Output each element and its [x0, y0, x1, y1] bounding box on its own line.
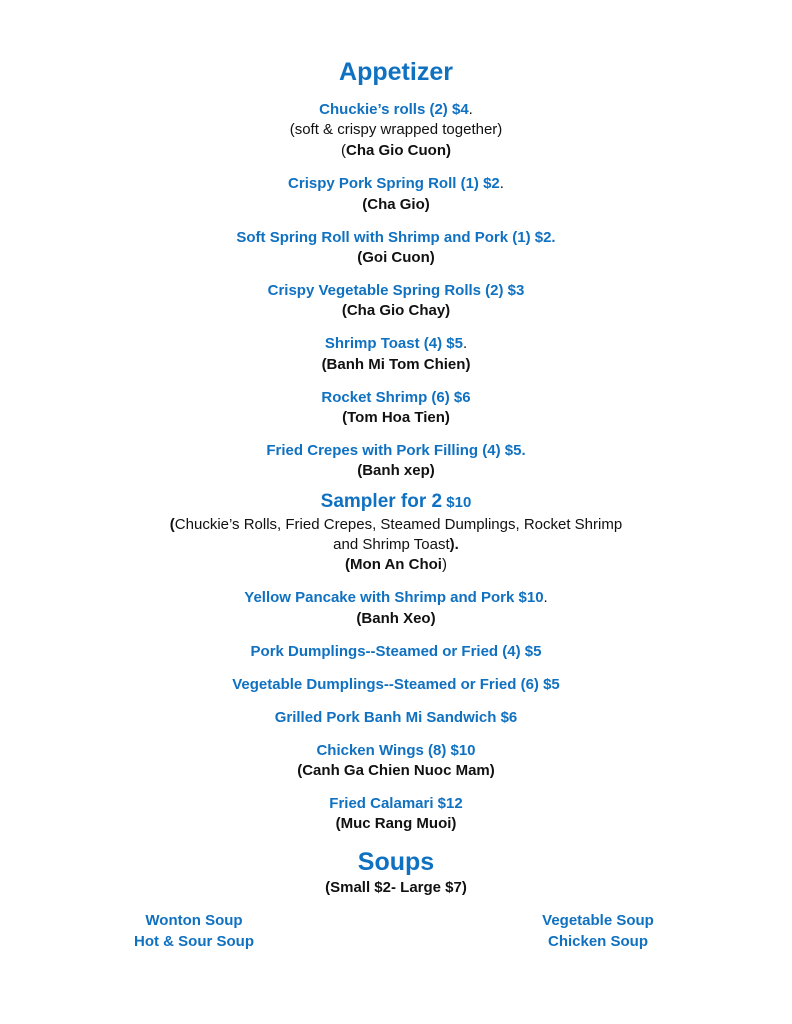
soup-item: Chicken Soup [547, 933, 648, 950]
soups-heading: Soups [357, 848, 435, 876]
appetizer-heading: Appetizer [339, 58, 453, 86]
soup-item: Hot & Sour Soup [134, 933, 254, 950]
menu-item-vietnamese: (Cha Gio) [362, 196, 430, 213]
soup-item: Wonton Soup [145, 912, 243, 929]
sampler-description: (Chuckie’s Rolls, Fried Crepes, Steamed Dumplings, Rocket Shrimp [169, 516, 623, 533]
soup-item: Vegetable Soup [542, 912, 654, 929]
menu-item-title: Grilled Pork Banh Mi Sandwich $6 [274, 709, 518, 726]
soups-right-column [468, 910, 728, 952]
menu-item-description: (soft & crispy wrapped together) [289, 121, 503, 138]
menu-item-title: Yellow Pancake with Shrimp and Pork $10. [244, 589, 548, 606]
sampler-title: Sampler for 2 $10 [320, 491, 472, 512]
menu-item-title: Fried Crepes with Pork Filling (4) $5. [266, 442, 526, 459]
menu-item-title: Vegetable Dumplings--Steamed or Fried (6) $5 [232, 676, 560, 693]
menu-item-title: Fried Calamari $12 [329, 795, 463, 812]
soups-left-column [64, 910, 324, 952]
menu-item-vietnamese: (Banh Mi Tom Chien) [321, 356, 471, 373]
menu-item-vietnamese: (Muc Rang Muoi) [335, 815, 457, 832]
menu-item-vietnamese: (Tom Hoa Tien) [342, 409, 450, 426]
menu-item-title: Soft Spring Roll with Shrimp and Pork (1) $2. [236, 229, 556, 246]
soups-sizes: (Small $2- Large $7) [325, 879, 467, 896]
menu-item-title: Chuckie’s rolls (2) $4. [319, 101, 473, 118]
menu-item-title: Shrimp Toast (4) $5. [324, 335, 468, 352]
menu-item-vietnamese: (Banh Xeo) [356, 610, 436, 627]
menu-item-title: Rocket Shrimp (6) $6 [321, 389, 471, 406]
menu-item-vietnamese: (Canh Ga Chien Nuoc Mam) [297, 762, 495, 779]
menu-item-vietnamese: (Cha Gio Cuon) [341, 142, 451, 159]
menu-item-vietnamese: (Goi Cuon) [357, 249, 435, 266]
menu-item-title: Pork Dumplings--Steamed or Fried (4) $5 [250, 643, 542, 660]
menu-item-title: Chicken Wings (8) $10 [316, 742, 476, 759]
menu-item-title: Crispy Vegetable Spring Rolls (2) $3 [267, 282, 525, 299]
menu-item-title: Crispy Pork Spring Roll (1) $2. [288, 175, 504, 192]
menu-item-vietnamese: (Banh xep) [357, 462, 435, 479]
sampler-vietnamese: (Mon An Choi) [345, 556, 447, 573]
sampler-description-cont: and Shrimp Toast). [333, 536, 459, 553]
menu-item-vietnamese: (Cha Gio Chay) [341, 302, 451, 319]
